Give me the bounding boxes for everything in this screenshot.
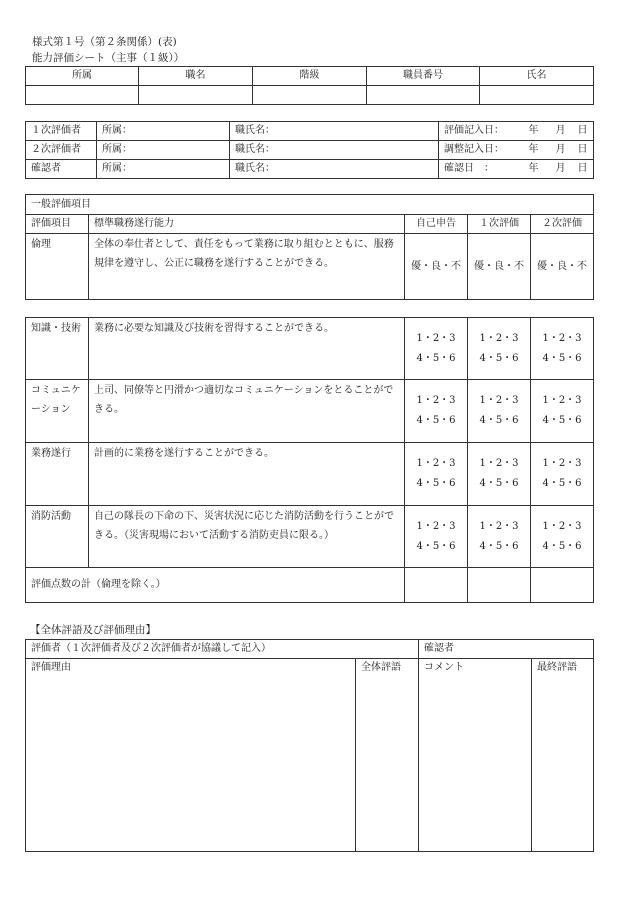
employee-info-table	[25, 66, 594, 105]
ability-item: 業務遂行	[26, 443, 89, 506]
ability-item: 知識・技術	[26, 318, 89, 380]
col-item-header: 評価項目	[26, 215, 89, 234]
second-score[interactable]	[531, 318, 594, 380]
score-options-row1: 1・2・3	[416, 395, 456, 406]
header-dept: 所属	[26, 67, 139, 86]
month-label[interactable]: 月	[551, 160, 573, 179]
score-options-row1: 1・2・3	[479, 520, 519, 532]
total-score-label: 評価点数の計（倫理を除く。）	[26, 568, 405, 603]
dept-field[interactable]	[26, 86, 139, 105]
self-score[interactable]	[405, 443, 468, 506]
evaluator-dept[interactable]: 所属：	[97, 141, 230, 160]
score-options-row1: 1・2・3	[416, 520, 456, 532]
score-options-row2: 4・5・6	[479, 478, 519, 489]
evaluator-dept[interactable]: 所属：	[97, 122, 230, 141]
score-options-row2: 4・5・6	[479, 415, 519, 426]
score-options-row1: 1・2・3	[542, 520, 582, 532]
evaluator-role: ２次評価者	[26, 141, 97, 160]
col-second-header: ２次評価	[531, 215, 594, 234]
header-employee-no: 職員番号	[367, 67, 480, 86]
evaluator-name[interactable]: 職氏名：	[230, 141, 439, 160]
ability-item: 消防活動	[26, 506, 89, 568]
col-standard-header: 標準職務遂行能力	[89, 215, 405, 234]
score-options-row1: 1・2・3	[479, 395, 519, 406]
section-title: 一般評価項目	[26, 195, 594, 215]
first-total-field[interactable]	[468, 568, 531, 603]
ability-description: 計画的に業務を遂行することができる。	[89, 443, 405, 506]
ability-item: コミュニケーション	[26, 380, 89, 443]
rank-field[interactable]	[253, 86, 367, 105]
self-total-field[interactable]	[405, 568, 468, 603]
evaluator-name[interactable]: 職氏名：	[230, 122, 439, 141]
overall-heading: 【全体評語及び評価理由】	[30, 624, 156, 636]
score-options-row2: 4・5・6	[542, 415, 582, 426]
final-grade-label: 最終評語	[537, 662, 577, 673]
score-options-row1: 1・2・3	[542, 395, 582, 406]
overall-grade-label: 全体評語	[361, 662, 401, 673]
score-options-row2: 4・5・6	[542, 478, 582, 489]
evaluator-note: 評価者（１次評価者及び２次評価者が協議して記入）	[26, 640, 419, 659]
score-options-row1: 1・2・3	[542, 332, 582, 344]
reason-label: 評価理由	[31, 662, 71, 673]
confirmer-label: 確認者	[419, 640, 594, 659]
comment-label: コメント	[424, 662, 464, 673]
score-options-row1: 1・2・3	[416, 458, 456, 469]
score-options-row2: 4・5・6	[416, 540, 456, 552]
evaluator-date-label: 確認日 ：	[439, 160, 524, 179]
score-options-row2: 4・5・6	[542, 352, 582, 364]
score-options-row1: 1・2・3	[479, 332, 519, 344]
score-options-row2: 4・5・6	[542, 540, 582, 552]
first-score[interactable]	[468, 380, 531, 443]
ability-description: 上司、同僚等と円滑かつ適切なコミュニケーションをとることができる。	[89, 380, 405, 443]
self-score[interactable]	[405, 506, 468, 568]
evaluator-role: 確認者	[26, 160, 97, 179]
first-score[interactable]	[468, 443, 531, 506]
evaluator-name[interactable]: 職氏名：	[230, 160, 439, 179]
col-first-header: １次評価	[468, 215, 531, 234]
year-label[interactable]: 年	[524, 160, 551, 179]
ethics-first-grade[interactable]: 優・良・不	[468, 234, 531, 300]
score-options-row2: 4・5・6	[479, 352, 519, 364]
ability-evaluation-table	[25, 317, 594, 603]
employee-no-field[interactable]	[367, 86, 480, 105]
year-label[interactable]: 年	[524, 141, 551, 160]
position-field[interactable]	[139, 86, 253, 105]
score-options-row1: 1・2・3	[542, 458, 582, 469]
evaluator-date-label: 評価記入日：	[439, 122, 524, 141]
second-score[interactable]	[531, 380, 594, 443]
first-score[interactable]	[468, 318, 531, 380]
header-position: 職名	[139, 67, 253, 86]
evaluator-date-label: 調整記入日：	[439, 141, 524, 160]
self-score[interactable]	[405, 380, 468, 443]
overall-evaluation-table	[25, 639, 594, 852]
self-score[interactable]	[405, 318, 468, 380]
general-evaluation-table	[25, 194, 594, 300]
final-grade-field[interactable]	[532, 659, 594, 852]
header-name: 氏名	[480, 67, 594, 86]
evaluator-role: １次評価者	[26, 122, 97, 141]
form-number: 様式第１号（第２条関係）(表)	[32, 36, 177, 48]
reason-field[interactable]	[26, 659, 356, 852]
second-score[interactable]	[531, 506, 594, 568]
month-label[interactable]: 月	[551, 141, 573, 160]
year-label[interactable]: 年	[524, 122, 551, 141]
header-rank: 階級	[253, 67, 367, 86]
ethics-item: 倫理	[26, 234, 89, 300]
col-self-header: 自己申告	[405, 215, 468, 234]
ethics-description: 全体の奉仕者として、責任をもって業務に取り組むとともに、服務規律を遵守し、公正に職務を遂行することができる。	[89, 234, 405, 300]
day-label[interactable]: 日	[573, 122, 594, 141]
score-options-row2: 4・5・6	[479, 540, 519, 552]
second-score[interactable]	[531, 443, 594, 506]
ethics-self-grade[interactable]: 優・良・不	[405, 234, 468, 300]
score-options-row1: 1・2・3	[479, 458, 519, 469]
evaluator-dept[interactable]: 所属：	[97, 160, 230, 179]
month-label[interactable]: 月	[551, 122, 573, 141]
ethics-second-grade[interactable]: 優・良・不	[531, 234, 594, 300]
score-options-row2: 4・5・6	[416, 478, 456, 489]
second-total-field[interactable]	[531, 568, 594, 603]
first-score[interactable]	[468, 506, 531, 568]
score-options-row2: 4・5・6	[416, 352, 456, 364]
comment-field[interactable]	[419, 659, 532, 852]
ability-description: 自己の隊長の下命の下、災害状況に応じた消防活動を行うことができる。（災害現場において活動する消防吏員に限る。）	[89, 506, 405, 568]
name-field[interactable]	[480, 86, 594, 105]
score-options-row1: 1・2・3	[416, 332, 456, 344]
evaluators-table	[25, 121, 594, 179]
day-label[interactable]: 日	[573, 141, 594, 160]
overall-grade-field[interactable]	[356, 659, 419, 852]
day-label[interactable]: 日	[573, 160, 594, 179]
ability-description: 業務に必要な知識及び技術を習得することができる。	[89, 318, 405, 380]
form-title: 能力評価シート（主事（１級））	[32, 52, 185, 64]
score-options-row2: 4・5・6	[416, 415, 456, 426]
